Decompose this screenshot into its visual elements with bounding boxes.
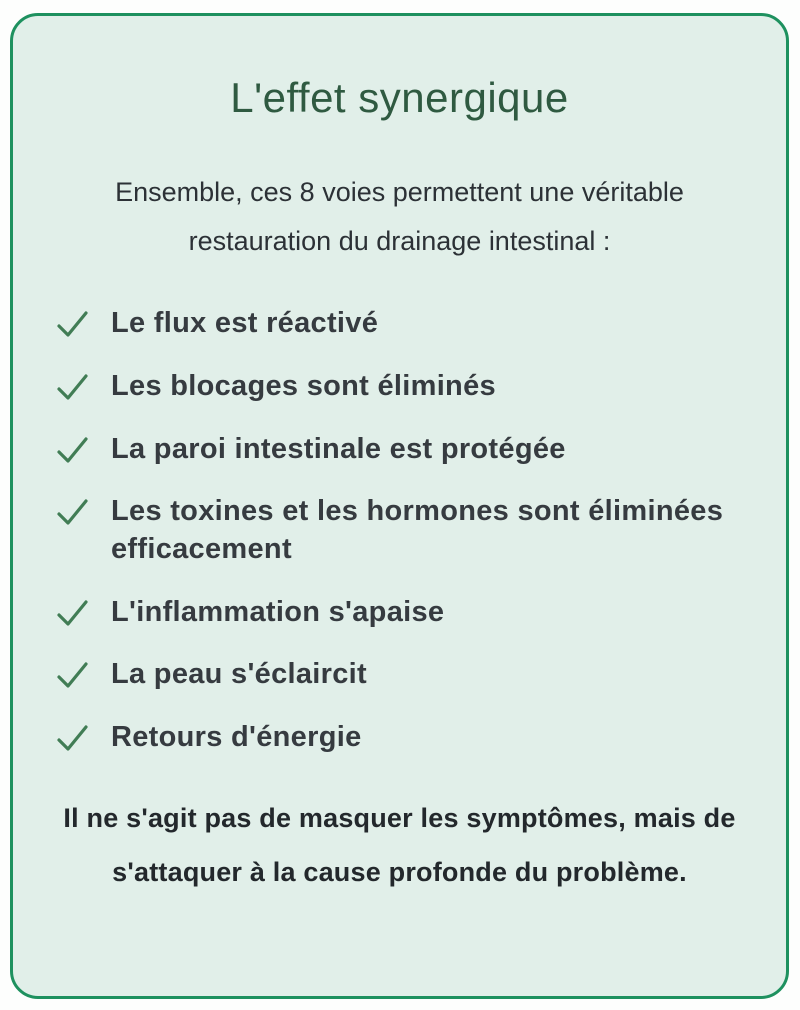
list-item [55, 656, 748, 694]
list-item-label: Les toxines et les hormones sont éliminées efficacement [111, 495, 724, 565]
page-title: L'effet synergique [230, 74, 569, 121]
list-item [55, 493, 748, 568]
list-item-label: Retours d'énergie [111, 721, 362, 753]
list-item-label: L'inflammation s'apaise [111, 595, 445, 628]
list-item-label: Le flux est réactivé [111, 307, 379, 340]
checkmark-icon [55, 496, 91, 528]
list-item [55, 431, 748, 469]
list-item [55, 305, 748, 343]
checkmark-icon [55, 722, 91, 754]
list-item-label: La peau s'éclaircit [111, 658, 367, 691]
checkmark-icon [55, 597, 91, 629]
checkmark-icon [55, 434, 91, 466]
intro-text: Ensemble, ces 8 voies permettent une véritable restauration du drainage intestinal : [115, 177, 684, 256]
benefits-list [47, 305, 752, 757]
checkmark-icon [55, 371, 91, 403]
checkmark-icon [55, 308, 91, 340]
list-item [55, 368, 748, 406]
synergy-card [10, 13, 789, 999]
conclusion-text: Il ne s'agit pas de masquer les symptômes, mais de s'attaquer à la cause profonde du problème. [63, 802, 736, 887]
list-item-label: La paroi intestinale est protégée [111, 432, 566, 465]
list-item [55, 594, 748, 632]
list-item [55, 719, 748, 757]
list-item-label: Les blocages sont éliminés [111, 369, 496, 402]
checkmark-icon [55, 659, 91, 691]
